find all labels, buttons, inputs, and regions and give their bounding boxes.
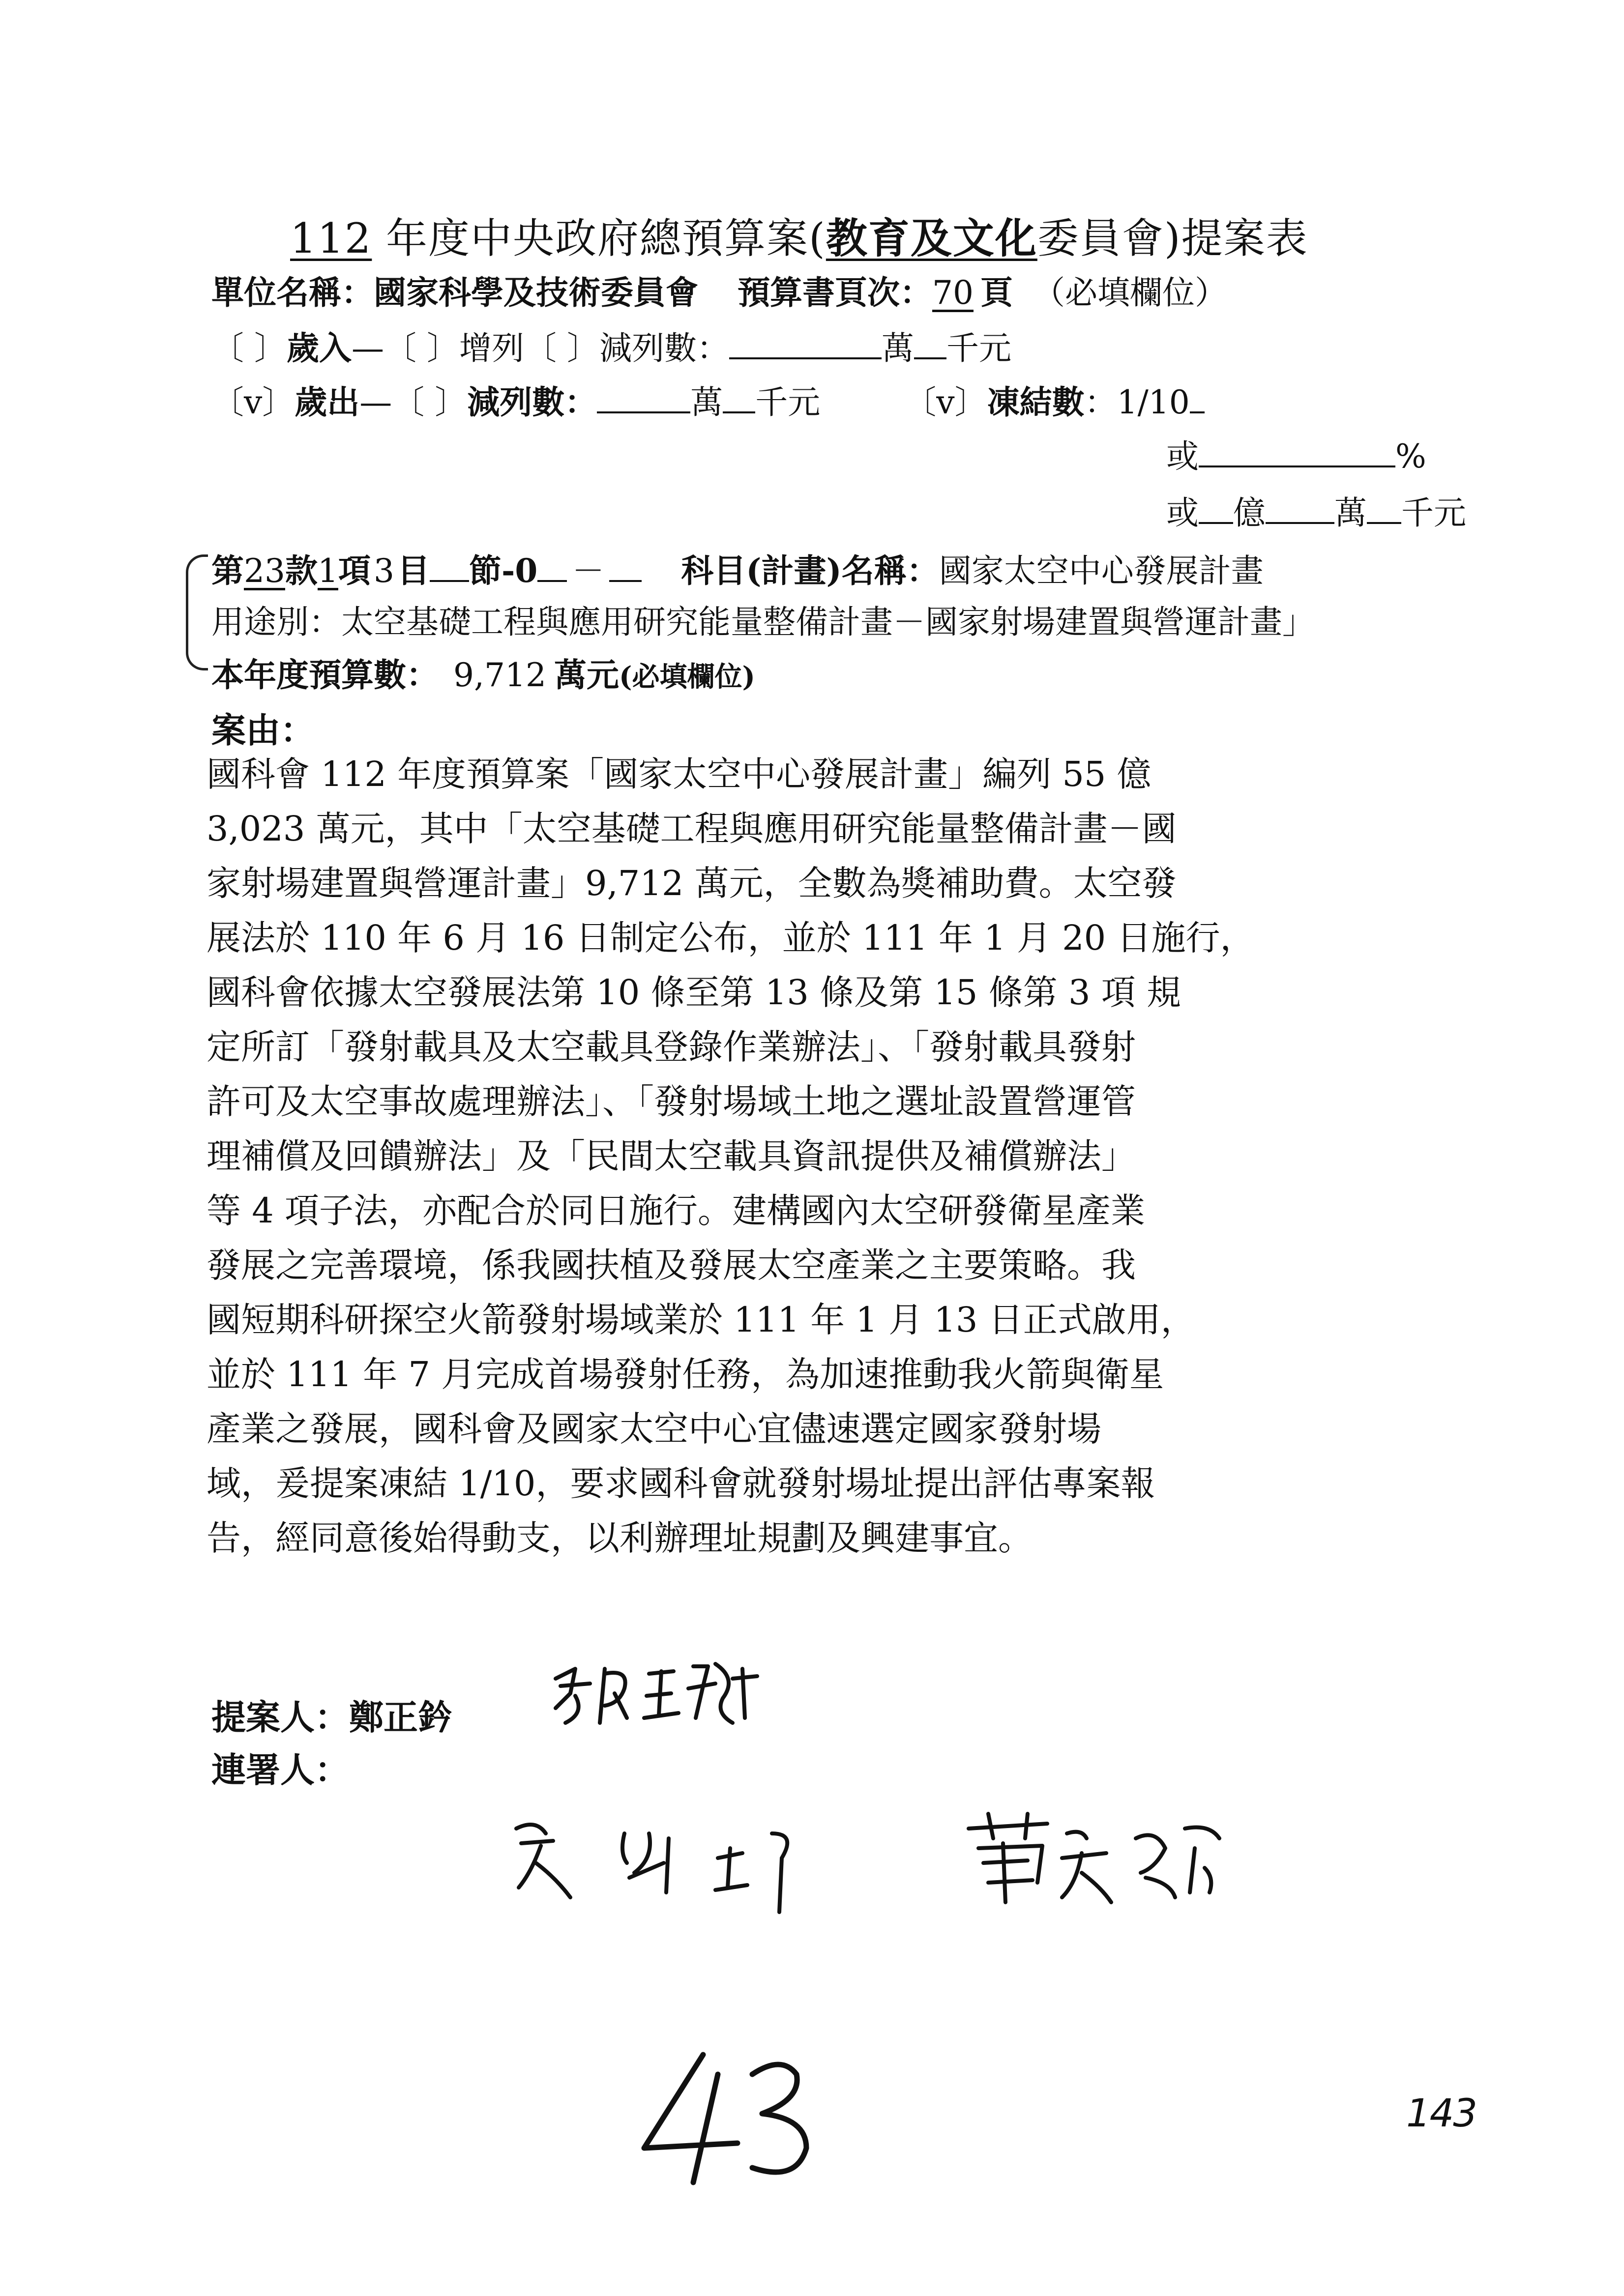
budget-label: 本年度預算數： xyxy=(211,656,439,694)
qian2-blank xyxy=(1367,491,1401,524)
reason-line: 理補償及回饋辦法」及「民間太空載具資訊提供及補償辦法」 xyxy=(207,1136,1136,1176)
budget-required: (必填欄位) xyxy=(619,661,755,693)
or-label-1: 或 xyxy=(1166,437,1199,475)
page-title xyxy=(290,205,1308,265)
proposer-line xyxy=(211,1690,452,1740)
budget-line xyxy=(211,649,755,696)
item-last-blank xyxy=(609,549,642,582)
expenditure-qian: 千元 xyxy=(755,383,821,421)
item-bracket xyxy=(186,554,208,670)
title-part1: 年度中央政府總預算案( xyxy=(372,214,826,262)
reason-line: 域，爰提案凍結 1/10，要求國科會就發射場址提出評估專案報 xyxy=(207,1463,1155,1504)
title-committee: 教育及文化 xyxy=(826,214,1037,262)
expenditure-decrease-box: 〔 〕 xyxy=(392,383,468,421)
reason-line: 產業之發展，國科會及國家太空中心宜儘速選定國家發射場 xyxy=(207,1409,1101,1449)
reason-line: 國科會 112 年度預算案「國家太空中心發展計畫」編列 55 億 xyxy=(207,754,1152,794)
cosigner-label: 連署人： xyxy=(211,1749,349,1790)
revenue-decrease-label: 減列數： xyxy=(599,329,729,367)
page-value: 70 xyxy=(932,274,974,312)
page-number: 143 xyxy=(1406,2092,1476,2136)
qian2-unit: 千元 xyxy=(1401,494,1466,532)
budget-value: 9,712 xyxy=(453,656,546,694)
reason-line: 並於 111 年 7 月完成首場發射任務，為加速推動我火箭與衛星 xyxy=(207,1354,1164,1395)
revenue-wan: 萬 xyxy=(881,329,914,367)
expenditure-wan: 萬 xyxy=(690,383,723,421)
unit-label: 單位名稱： xyxy=(211,273,374,312)
jie-number-blank xyxy=(537,549,567,582)
reason-line: 國短期科研探空火箭發射場域業於 111 年 1 月 13 日正式啟用， xyxy=(207,1300,1195,1340)
handwritten-number xyxy=(634,2045,841,2192)
reason-label: 案由： xyxy=(211,710,315,751)
freeze-blank xyxy=(1190,380,1205,413)
reason-line: 等 4 項子法，亦配合於同日施行。建構國內太空研發衛星產業 xyxy=(207,1191,1146,1231)
expenditure-box: 〔v〕 xyxy=(211,383,295,421)
reason-line: 許可及太空事故處理辦法」、「發射場域土地之選址設置營運管 xyxy=(207,1081,1136,1122)
subject-name: 國家太空中心發展計畫 xyxy=(939,552,1264,590)
usage-text: 用途別：太空基礎工程與應用研究能量整備計畫－國家射場建置與營運計畫」 xyxy=(211,603,1315,641)
reason-line: 告，經同意後始得動支，以利辦理址規劃及興建事宜。 xyxy=(207,1518,1033,1558)
revenue-qian-blank xyxy=(914,326,946,359)
expenditure-decrease-label: 減列數： xyxy=(467,383,597,421)
revenue-qian: 千元 xyxy=(946,329,1011,367)
mu-number: 3 xyxy=(373,552,394,590)
jie-blank xyxy=(430,549,469,582)
proposer-signature xyxy=(546,1649,801,1733)
unit-line xyxy=(211,266,1227,313)
item-dash: － xyxy=(572,552,605,590)
increase-box: 〔 〕 xyxy=(384,329,459,367)
item-line xyxy=(211,545,1264,591)
percent-blank xyxy=(1199,435,1395,467)
percent-sign: % xyxy=(1395,437,1426,475)
reason-line: 定所訂「發射載具及太空載具登錄作業辦法」、「發射載具發射 xyxy=(207,1027,1136,1067)
or-label-2: 或 xyxy=(1166,494,1199,532)
reason-line: 3,023 萬元，其中「太空基礎工程與應用研究能量整備計畫－國 xyxy=(207,809,1177,849)
kuan-number: 23 xyxy=(244,552,285,590)
required-note: （必填欄位） xyxy=(1032,274,1227,312)
xiang-number: 1 xyxy=(317,552,338,590)
freeze-value: ：1/10 xyxy=(1084,383,1190,421)
cosigner-signature-2 xyxy=(959,1809,1239,1912)
reason-line: 國科會依據太空發展法第 10 條至第 13 條及第 15 條第 3 項 規 xyxy=(207,972,1181,1013)
revenue-line xyxy=(211,322,1011,369)
proposer-name: 鄭正鈐 xyxy=(349,1697,452,1738)
kuan-label: 款 xyxy=(285,552,318,590)
usage-line xyxy=(211,596,1315,642)
or-amount-line xyxy=(1166,487,1466,533)
freeze-label: 凍結數 xyxy=(987,383,1085,421)
expenditure-qian-blank xyxy=(723,380,755,413)
wan2-unit: 萬 xyxy=(1334,494,1367,532)
revenue-box: 〔 〕 xyxy=(211,329,287,367)
increase-label: 增列 xyxy=(459,329,524,367)
expenditure-line xyxy=(211,376,1205,423)
reason-line: 展法於 110 年 6 月 16 日制定公布，並於 111 年 1 月 20 日施行， xyxy=(207,918,1255,958)
reason-body xyxy=(207,747,1436,1566)
expenditure-wan-blank xyxy=(597,380,690,413)
page-unit: 頁 xyxy=(980,273,1013,312)
expenditure-label: 歲出 xyxy=(295,383,360,421)
page-label: 預算書頁次： xyxy=(738,273,932,312)
revenue-label: 歲入 xyxy=(286,329,352,367)
wan2-blank xyxy=(1266,491,1334,524)
title-year: 112 xyxy=(290,214,372,262)
revenue-dash: — xyxy=(351,329,384,367)
cosigner-signature-1 xyxy=(506,1804,880,1922)
reason-line: 家射場建置與營運計畫」9,712 萬元，全數為獎補助費。太空發 xyxy=(207,863,1177,903)
jie-label: 節-0 xyxy=(469,552,538,590)
subject-label: 科目(計畫)名稱： xyxy=(681,552,939,590)
item-di: 第 xyxy=(211,552,244,590)
decrease-box: 〔 〕 xyxy=(524,329,599,367)
title-part2: 委員會)提案表 xyxy=(1037,214,1308,262)
yi-blank xyxy=(1199,491,1233,524)
xiang-label: 項 xyxy=(338,552,371,590)
yi-unit: 億 xyxy=(1233,494,1266,532)
mu-label: 目 xyxy=(397,552,430,590)
revenue-wan-blank xyxy=(729,326,882,359)
freeze-box: 〔v〕 xyxy=(904,383,987,421)
proposer-label: 提案人： xyxy=(211,1697,349,1738)
unit-name: 國家科學及技術委員會 xyxy=(374,273,698,312)
expenditure-dash: — xyxy=(359,383,392,421)
budget-unit: 萬元 xyxy=(554,656,619,694)
reason-line: 發展之完善環境，係我國扶植及發展太空產業之主要策略。我 xyxy=(207,1245,1136,1285)
or-percent-line xyxy=(1166,430,1426,477)
